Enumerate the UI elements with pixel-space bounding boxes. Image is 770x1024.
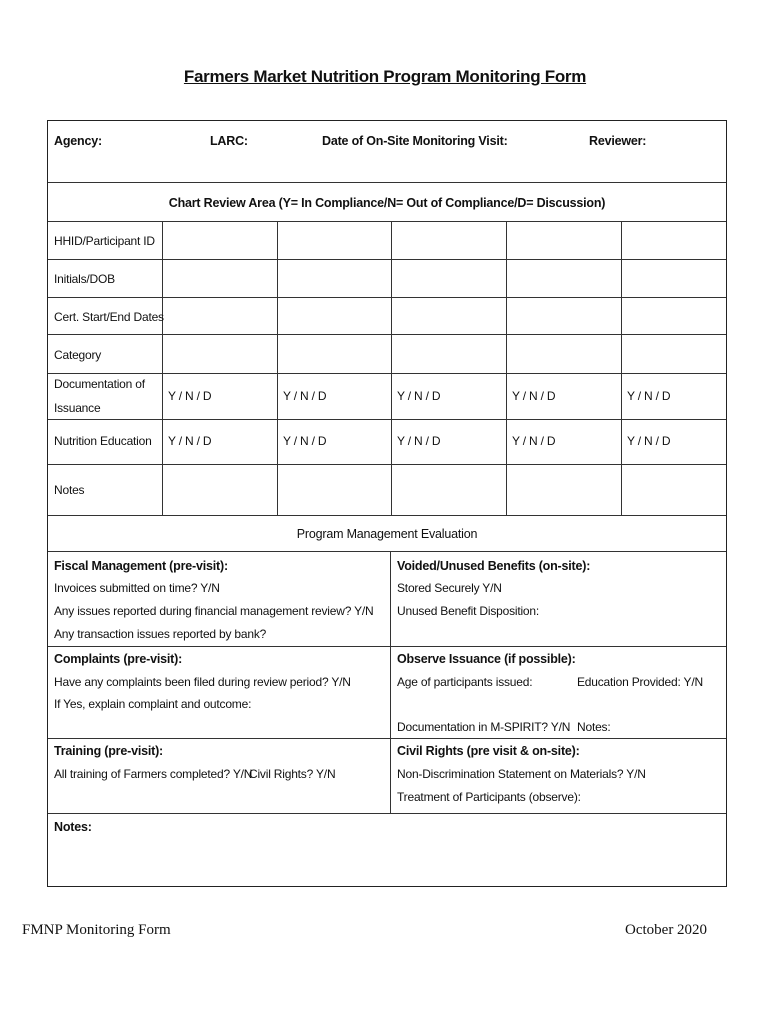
- complaints-line: Have any complaints been filed during review period? Y/N: [54, 675, 351, 689]
- row-label-category: Category: [54, 348, 102, 362]
- row-label-hhid: HHID/Participant ID: [54, 234, 155, 248]
- divider: [48, 646, 726, 647]
- nutrition-education-cell[interactable]: Y / N / D: [283, 434, 327, 448]
- form-title: Farmers Market Nutrition Program Monitoring Form: [183, 67, 587, 86]
- grid-column-divider: [162, 221, 163, 515]
- divider: [48, 182, 726, 183]
- observe-notes: Notes:: [577, 720, 611, 734]
- footer-form-name: FMNP Monitoring Form: [22, 922, 171, 938]
- visit-date-label: Date of On-Site Monitoring Visit:: [322, 134, 508, 148]
- voided-line: Unused Benefit Disposition:: [397, 604, 540, 618]
- program-management-heading: Program Management Evaluation: [296, 527, 478, 541]
- fiscal-line: Invoices submitted on time? Y/N: [54, 581, 220, 595]
- row-label-cert-dates: Cert. Start/End Dates: [54, 310, 164, 324]
- nutrition-education-cell[interactable]: Y / N / D: [397, 434, 441, 448]
- footer-date: October 2020: [625, 922, 708, 938]
- row-divider: [48, 515, 726, 516]
- row-divider: [48, 464, 726, 465]
- chart-review-heading: Chart Review Area (Y= In Compliance/N= Out of Compliance/D= Discussion): [168, 196, 606, 210]
- civil-rights-line: Treatment of Participants (observe):: [397, 790, 581, 804]
- section-column-divider: [390, 551, 391, 813]
- voided-heading: Voided/Unused Benefits (on-site):: [397, 559, 591, 573]
- row-divider: [48, 297, 726, 298]
- row-divider: [48, 373, 726, 374]
- row-label-notes: Notes: [54, 483, 85, 497]
- fiscal-line: Any transaction issues reported by bank?: [54, 627, 267, 641]
- fiscal-line: Any issues reported during financial management review? Y/N: [54, 604, 374, 618]
- documentation-cell[interactable]: Y / N / D: [397, 389, 441, 403]
- civil-rights-heading: Civil Rights (pre visit & on-site):: [397, 744, 580, 758]
- civil-rights-line: Non-Discrimination Statement on Materials? Y/N: [397, 767, 646, 781]
- documentation-cell[interactable]: Y / N / D: [512, 389, 556, 403]
- grid-column-divider: [621, 221, 622, 515]
- nutrition-education-cell[interactable]: Y / N / D: [512, 434, 556, 448]
- training-civil-rights: Civil Rights? Y/N: [249, 767, 336, 781]
- row-divider: [48, 419, 726, 420]
- observe-age: Age of participants issued:: [397, 675, 533, 689]
- row-label-nutrition-education: Nutrition Education: [54, 434, 152, 448]
- divider: [48, 551, 726, 552]
- reviewer-label: Reviewer:: [589, 134, 647, 148]
- observe-heading: Observe Issuance (if possible):: [397, 652, 576, 666]
- divider: [48, 813, 726, 814]
- row-label-initials-dob: Initials/DOB: [54, 272, 115, 286]
- nutrition-education-cell[interactable]: Y / N / D: [168, 434, 212, 448]
- row-label-documentation-line2: Issuance: [54, 401, 101, 415]
- documentation-cell[interactable]: Y / N / D: [168, 389, 212, 403]
- documentation-cell[interactable]: Y / N / D: [627, 389, 671, 403]
- row-label-documentation-line1: Documentation of: [54, 377, 145, 391]
- monitoring-form: [47, 120, 727, 887]
- divider: [48, 738, 726, 739]
- training-farmers: All training of Farmers completed? Y/N: [54, 767, 253, 781]
- grid-column-divider: [277, 221, 278, 515]
- larc-label: LARC:: [210, 134, 248, 148]
- complaints-heading: Complaints (pre-visit):: [54, 652, 183, 666]
- divider: [48, 221, 726, 222]
- notes-heading: Notes:: [54, 820, 92, 834]
- documentation-cell[interactable]: Y / N / D: [283, 389, 327, 403]
- complaints-line: If Yes, explain complaint and outcome:: [54, 697, 252, 711]
- grid-column-divider: [391, 221, 392, 515]
- observe-education: Education Provided: Y/N: [577, 675, 703, 689]
- nutrition-education-cell[interactable]: Y / N / D: [627, 434, 671, 448]
- fiscal-heading: Fiscal Management (pre-visit):: [54, 559, 228, 573]
- row-divider: [48, 259, 726, 260]
- voided-line: Stored Securely Y/N: [397, 581, 502, 595]
- row-divider: [48, 334, 726, 335]
- grid-column-divider: [506, 221, 507, 515]
- agency-label: Agency:: [54, 134, 102, 148]
- observe-documentation: Documentation in M-SPIRIT? Y/N: [397, 720, 571, 734]
- training-heading: Training (pre-visit):: [54, 744, 164, 758]
